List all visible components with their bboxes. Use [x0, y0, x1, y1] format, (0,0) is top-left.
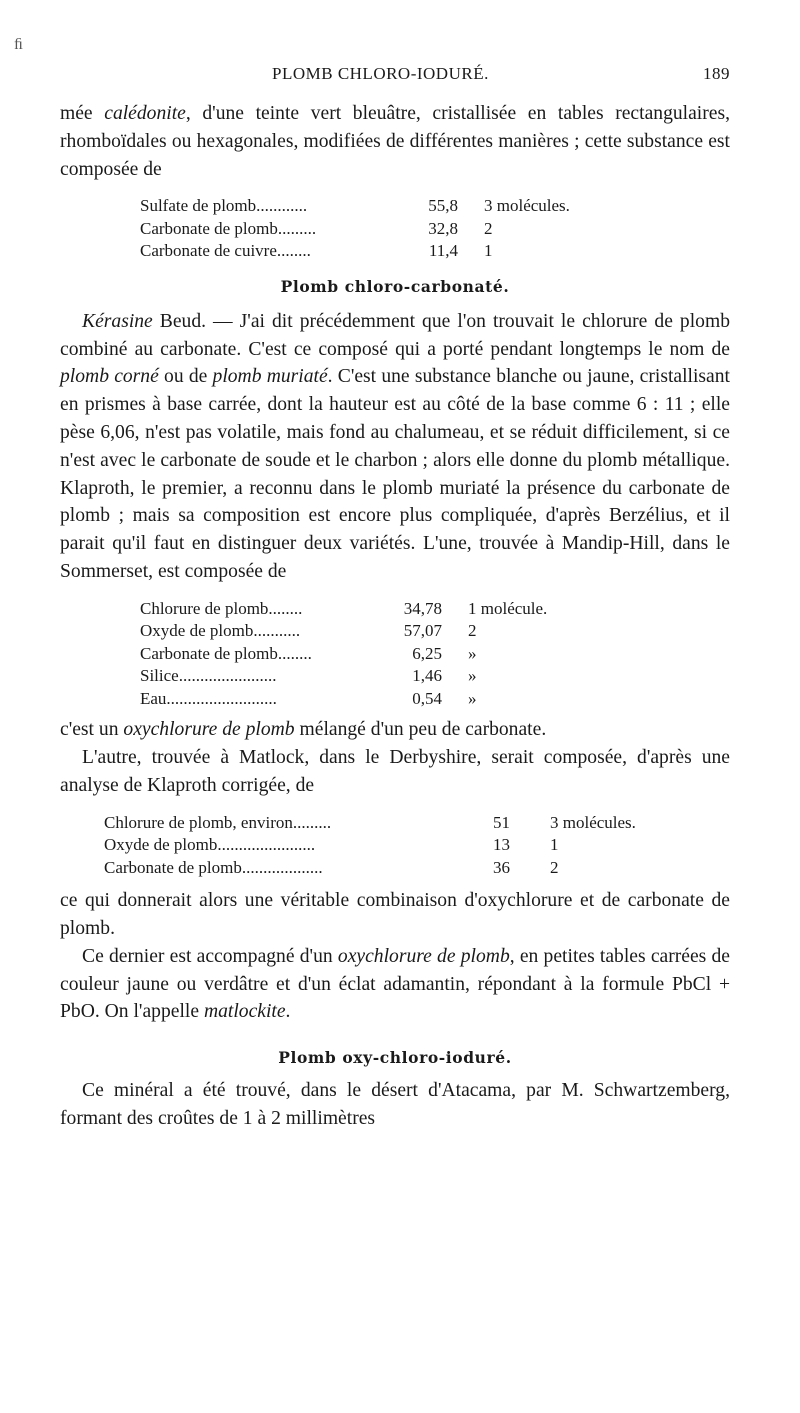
paragraph-oxychlorure: c'est un oxychlorure de plomb mélangé d'un peu de carbonate.: [60, 719, 547, 741]
term-caledonite: calédonite: [104, 103, 186, 124]
paragraph-matlock: L'autre, trouvée à Matlock, dans le Derbyshire, serait composée, d'après une analyse de Klaproth corrigée, de: [60, 747, 730, 796]
paragraph-atacama: Ce minéral a été trouvé, dans le désert d'Atacama, par M. Schwartzemberg, formant des croûtes de 1 à 2 millimètres: [60, 1080, 730, 1130]
table-row: Oxyde de plomb........... 57,07 2: [140, 621, 477, 641]
paragraph-matlockite: Ce dernier est accompagné d'un oxychlorure de plomb, en petites tables carrées de couleur jaune ou verdâtre et d'un éclat adamantin, répondant à la formule PbCl + PbO. On l'appelle matlockite.: [60, 945, 730, 1023]
paragraph-combinaison: ce qui donnerait alors une véritable combinaison d'oxychlorure et de carbonate de plomb.: [60, 890, 730, 940]
composition-table-mandip-hill: [140, 598, 547, 711]
term-oxychlorure: oxychlorure de plomb: [123, 719, 295, 741]
corner-mark: ﬁ: [14, 36, 23, 53]
term-oxychlorure-2: oxychlorure de plomb: [337, 945, 510, 967]
paragraph-calédonite: mée calédonite, d'une teinte vert bleuâtre, cristallisée en tables rectangulaires, rhomboïdales ou hexagonales, modifiées de différentes manières ; cette substance est composée de: [60, 103, 730, 180]
table-row: Oxyde de plomb....................... 13 1: [104, 835, 559, 855]
table-row: Chlorure de plomb, environ......... 51 3 molécules.: [104, 812, 636, 832]
term-kerasine: Kérasine: [82, 310, 153, 332]
term-plomb-muriate: plomb muriaté: [212, 366, 328, 388]
table-row: Eau.......................... 0,54 »: [140, 688, 477, 708]
section-heading-oxy-chloro-iodure: Plomb oxy-chloro-ioduré.: [278, 1048, 512, 1068]
term-matlockite: matlockite: [203, 1001, 286, 1023]
table-row: Carbonate de cuivre........ 11,4 1: [140, 241, 493, 261]
running-title: PLOMB CHLORO-IODURÉ.: [272, 64, 489, 83]
section-heading-chloro-carbonate: Plomb chloro-carbonaté.: [280, 276, 510, 296]
running-header: [60, 64, 730, 88]
table-row: Silice....................... 1,46 »: [140, 666, 477, 686]
page-number: 189: [703, 64, 730, 83]
body-text: [60, 100, 730, 1133]
table-row: Sulfate de plomb............ 55,8 3 molécules.: [140, 196, 570, 216]
table-row: Carbonate de plomb......... 32,8 2: [140, 218, 493, 238]
composition-table-caledonite: [140, 195, 570, 263]
term-plomb-corne: plomb corné: [60, 366, 159, 388]
table-row: Carbonate de plomb................... 36 2: [104, 857, 559, 877]
paragraph-kerasine: Kérasine Beud. — J'ai dit précédemment que l'on trouvait le chlorure de plomb combiné au carbonate. C'est ce composé qui a porté pendant longtemps le nom de plomb corné ou de plomb muriaté. C'est une substance blanche ou jaune, cristallisant en prismes à base carrée, dont la hauteur est au côté de la base comme 6 : 11 ; elle pèse 6,06, n'est pas volatile, mais fond au chalumeau, et se réduit difficilement, si ce n'est avec le carbonate de soude et le charbon ; alors elle donne du plomb métallique. Klaproth, le premier, a reconnu dans le plomb muriaté la présence du carbonate de plomb ; mais sa composition est encore plus compliquée, d'après Berzélius, et il parait qu'il faut en distinguer deux variétés. L'une, trouvée à Mandip-Hill, dans le Sommerset, est composée de: [60, 310, 730, 583]
table-row: Carbonate de plomb........ 6,25 »: [140, 643, 477, 663]
composition-table-matlock: [104, 812, 636, 880]
table-row: Chlorure de plomb........ 34,78 1 molécule.: [140, 598, 548, 618]
